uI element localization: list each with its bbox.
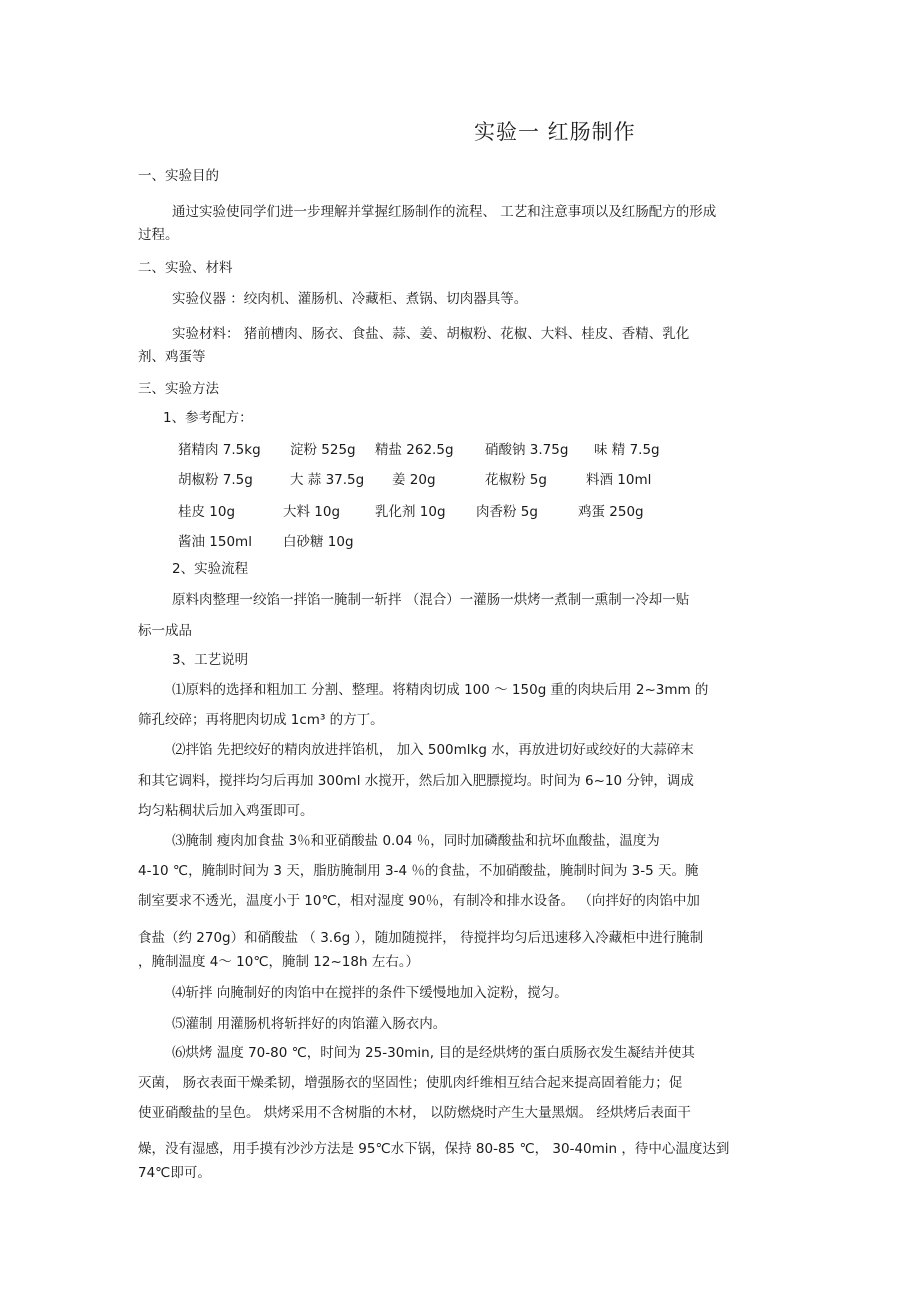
- formula-cell: 姜 20g: [392, 472, 436, 488]
- materials-line: 剂、鸡蛋等: [138, 349, 206, 365]
- paragraph-line: ⑵拌馅 先把绞好的精肉放进拌馅机， 加入 500mlkg 水，再放进切好或绞好的大蒜碎末: [172, 742, 694, 758]
- formula-heading: 1、参考配方：: [163, 410, 253, 426]
- paragraph-line: 4-10 ℃，腌制时间为 3 天，脂肪腌制用 3-4 ％的食盐，不加硝酸盐，腌制时间为 3-5 天。腌: [138, 863, 699, 879]
- document-title: 实验一 红肠制作: [474, 120, 636, 144]
- paragraph-line: ⑷斩拌 向腌制好的肉馅中在搅拌的条件下缓慢地加入淀粉，搅匀。: [172, 985, 568, 1001]
- formula-cell: 鸡蛋 250g: [578, 504, 644, 520]
- section-1-heading: 一、实验目的: [138, 168, 219, 184]
- process-heading: 3、工艺说明: [172, 652, 249, 668]
- flow-line: 原料肉整理一绞馅一拌馅一腌制一斩拌 （混合）一灌肠一烘烤一煮制一熏制一冷却一贴: [172, 592, 690, 608]
- materials-line: 实验材料： 猪前槽肉、肠衣、食盐、蒜、姜、胡椒粉、花椒、大料、桂皮、香精、乳化: [172, 326, 690, 342]
- formula-cell: 味 精 7.5g: [594, 442, 660, 458]
- instruments-line: 实验仪器 ：绞肉机、灌肠机、冷藏柜、煮锅、切肉器具等。: [172, 291, 528, 307]
- paragraph-line: ⑴原料的选择和粗加工 分割、整理。将精肉切成 100 ～ 150g 重的肉块后用 2~3mm 的: [172, 682, 709, 698]
- formula-cell: 乳化剂 10g: [375, 504, 446, 520]
- paragraph-line: ，腌制温度 4～ 10℃，腌制 12~18h 左右。）: [138, 954, 420, 970]
- section-3-heading: 三、实验方法: [138, 381, 219, 397]
- paragraph-line: ⑹烘烤 温度 70-80 ℃，时间为 25-30min, 目的是经烘烤的蛋白质肠衣发生凝结并使其: [172, 1045, 695, 1061]
- paragraph-line: 使亚硝酸盐的呈色。 烘烤采用不含树脂的木材， 以防燃烧时产生大量黑烟。 经烘烤后表面干: [138, 1105, 691, 1121]
- formula-cell: 酱油 150ml: [178, 534, 252, 550]
- formula-cell: 大 蒜 37.5g: [290, 472, 365, 488]
- paragraph-line: 74℃即可。: [138, 1165, 211, 1181]
- paragraph-line: ⑶腌制 瘦肉加食盐 3％和亚硝酸盐 0.04 ％，同时加磷酸盐和抗坏血酸盐，温度为: [172, 833, 660, 849]
- formula-cell: 花椒粉 5g: [485, 472, 547, 488]
- formula-cell: 料酒 10ml: [586, 472, 652, 488]
- formula-cell: 桂皮 10g: [178, 504, 236, 520]
- paragraph-line: 均匀粘稠状后加入鸡蛋即可。: [138, 803, 314, 819]
- formula-cell: 淀粉 525g: [290, 442, 356, 458]
- paragraph-line: ⑸灌制 用灌肠机将斩拌好的肉馅灌入肠衣内。: [172, 1016, 447, 1032]
- section-2-heading: 二、实验、材料: [138, 260, 233, 276]
- flow-heading: 2、实验流程: [172, 561, 249, 577]
- paragraph-line: 制室要求不透光，温度小于 10℃，相对湿度 90％，有制冷和排水设备。 （向拌好的肉馅中加: [138, 893, 700, 909]
- formula-cell: 白砂糖 10g: [283, 534, 354, 550]
- formula-cell: 精盐 262.5g: [375, 442, 454, 458]
- formula-cell: 硝酸钠 3.75g: [485, 442, 569, 458]
- paragraph-line: 和其它调料，搅拌均匀后再加 300ml 水搅开，然后加入肥膘搅均。时间为 6~10 分钟，调成: [138, 773, 694, 789]
- formula-cell: 大料 10g: [283, 504, 341, 520]
- paragraph-line: 燥，没有湿感，用手摸有沙沙方法是 95℃水下锅，保持 80-85 ℃， 30-40min ，待中心温度达到: [138, 1141, 730, 1157]
- paragraph-line: 过程。: [138, 227, 179, 243]
- formula-cell: 胡椒粉 7.5g: [178, 472, 253, 488]
- paragraph-line: 灭菌， 肠衣表面干燥柔韧，增强肠衣的坚固性；使肌肉纤维相互结合起来提高固着能力；促: [138, 1075, 683, 1091]
- paragraph-line: 通过实验使同学们进一步理解并掌握红肠制作的流程、 工艺和注意事项以及红肠配方的形成: [172, 204, 717, 220]
- paragraph-line: 筛孔绞碎；再将肥肉切成 1cm³ 的方丁。: [138, 712, 384, 728]
- paragraph-line: 食盐（约 270g）和硝酸盐 （ 3.6g ），随加随搅拌， 待搅拌均匀后迅速移入冷藏柜中进行腌制: [138, 930, 704, 946]
- formula-cell: 肉香粉 5g: [476, 504, 538, 520]
- formula-cell: 猪精肉 7.5kg: [178, 442, 261, 458]
- flow-line: 标一成品: [138, 623, 192, 639]
